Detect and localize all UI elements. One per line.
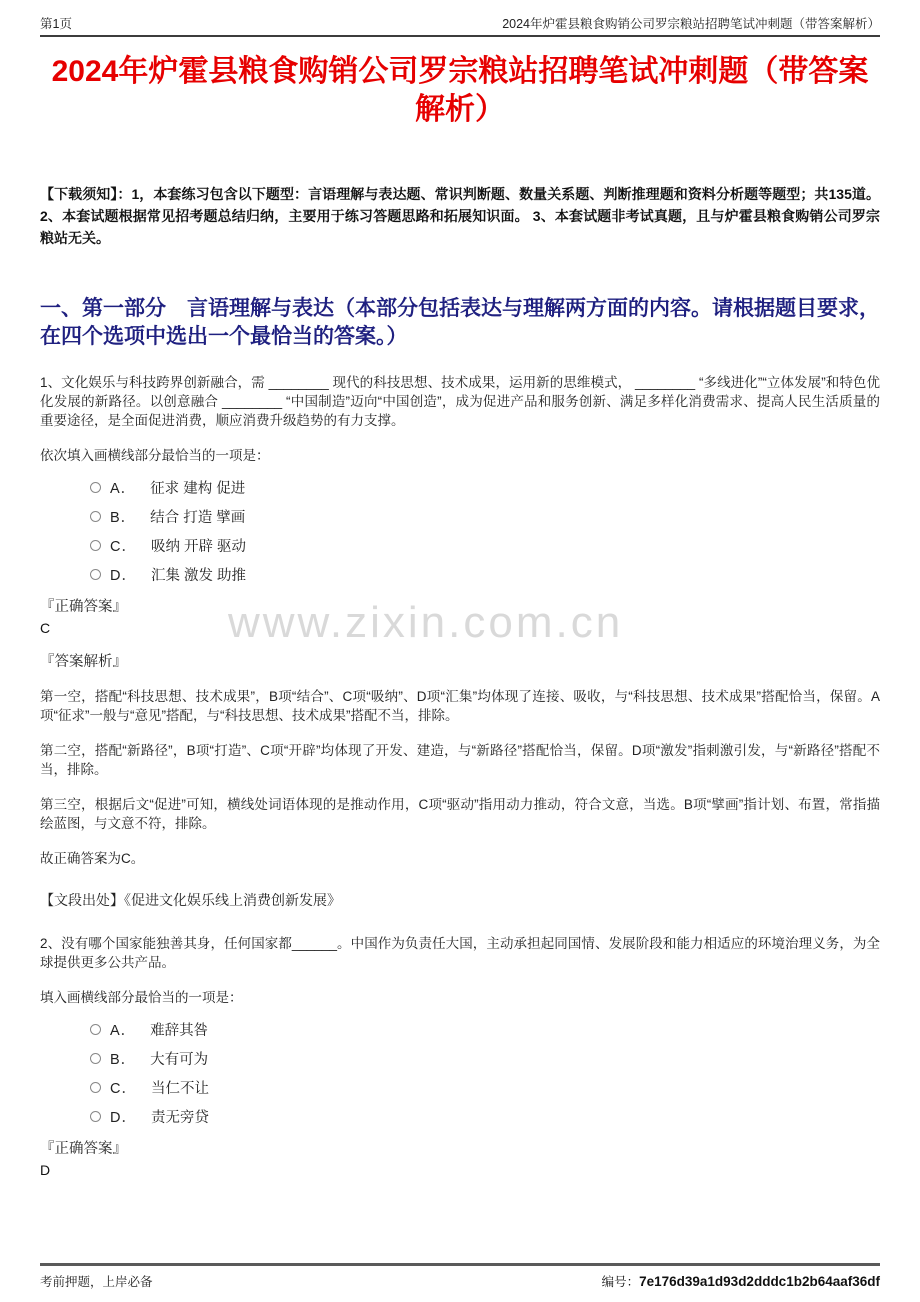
correct-answer-value: D <box>40 1162 51 1178</box>
option-row-b[interactable] <box>90 1050 880 1067</box>
option-letter: A． <box>110 1023 137 1039</box>
option-letter: D． <box>110 568 137 584</box>
option-text: 当仁不让 <box>150 1081 209 1097</box>
option-text: 大有可为 <box>150 1052 209 1068</box>
option-row-a[interactable] <box>90 479 880 496</box>
radio-button[interactable] <box>90 1111 101 1122</box>
options-list <box>40 479 880 583</box>
radio-button[interactable] <box>90 1053 101 1064</box>
option-letter: D． <box>110 1110 137 1126</box>
footer-serial <box>602 1272 880 1290</box>
option-text: 结合 打造 擘画 <box>150 510 246 526</box>
download-notice: 【下载须知】：1，本套练习包含以下题型：言语理解与表达题、常识判断题、数量关系题、判断推理题和资料分析题等题型；共135道。 2、本套试题根据常见招考题总结归纳，主要用于练习答题思路和拓展知识面。 3、本套试题非考试真题，且与炉霍县粮食购销公司罗宗粮站无关。 <box>40 186 880 246</box>
question-prompt: 依次填入画横线部分最恰当的一项是： <box>40 448 270 463</box>
option-letter: A． <box>110 481 137 497</box>
analysis-paragraph: 第二空，搭配“新路径”，B项“打造”、C项“开辟”均体现了开发、建造，与“新路径”搭配恰当，保留。D项“激发”指刺激引发，与“新路径”搭配不当，排除。 <box>40 743 880 777</box>
page-number: 第1页 <box>40 17 72 31</box>
analysis-label: 『答案解析』 <box>40 654 127 670</box>
option-row-d[interactable] <box>90 566 880 583</box>
option-row-a[interactable] <box>90 1021 880 1038</box>
question-prompt: 填入画横线部分最恰当的一项是： <box>40 990 243 1005</box>
correct-answer-value: C <box>40 620 51 636</box>
watermark: www.zixin.com.cn <box>228 598 624 647</box>
page-footer <box>40 1263 880 1290</box>
doc-title: 2024年炉霍县粮食购销公司罗宗粮站招聘笔试冲刺题（带答案解析） <box>51 55 869 126</box>
options-list <box>40 1021 880 1125</box>
footer-serial-label: 编号： <box>601 1275 640 1289</box>
radio-button[interactable] <box>90 1082 101 1093</box>
analysis-paragraph: 第一空，搭配“科技思想、技术成果”，B项“结合”、C项“吸纳”、D项“汇集”均体现了连接、吸收，与“科技思想、技术成果”搭配恰当，保留。A项“征求”一般与“意见”搭配，与“科技思想、技术成果”搭配不当，排除。 <box>40 689 880 723</box>
question-stem: 2、没有哪个国家能独善其身，任何国家都______。中国作为负责任大国，主动承担起同国情、发展阶段和能力相适应的环境治理义务，为全球提供更多公共产品。 <box>40 936 880 970</box>
option-row-d[interactable] <box>90 1108 880 1125</box>
source-line: 【文段出处】《促进文化娱乐线上消费创新发展》 <box>40 892 341 908</box>
header-doc-title: 2024年炉霍县粮食购销公司罗宗粮站招聘笔试冲刺题（带答案解析） <box>502 17 880 31</box>
option-text: 责无旁贷 <box>150 1110 209 1126</box>
footer-serial-value: 7e176d39a1d93d2dddc1b2b64aaf36df <box>639 1274 880 1289</box>
radio-button[interactable] <box>90 540 101 551</box>
option-row-c[interactable] <box>90 1079 880 1096</box>
option-text: 汇集 激发 助推 <box>150 568 247 584</box>
option-text: 难辞其咎 <box>150 1023 209 1039</box>
option-letter: B． <box>110 1052 137 1068</box>
question-block-2 <box>40 934 880 1178</box>
correct-answer-label: 『正确答案』 <box>40 1141 127 1157</box>
question-stem: 1、文化娱乐与科技跨界创新融合，需 ________ 现代的科技思想、技术成果，运用新的思维模式， ________ “多线进化”“立体发展”和特色优化发展的新路径。以创意融合 ________ “中国制造”迈向“中国创造”，成为促进产品和服务创新、满足多样化消费需求、提高人民生活质量的重要途径，是全面促进消费，顺应消费升级趋势的有力支撑。 <box>40 375 880 428</box>
footer-slogan: 考前押题，上岸必备 <box>40 1275 153 1289</box>
analysis-paragraph: 第三空，根据后文“促进”可知，横线处词语体现的是推动作用，C项“驱动”指用动力推动，符合文意，当选。B项“擘画”指计划、布置，常指描绘蓝图，与文意不符，排除。 <box>40 797 880 831</box>
option-letter: B． <box>110 510 137 526</box>
analysis-conclusion: 故正确答案为C。 <box>40 851 145 866</box>
radio-button[interactable] <box>90 569 101 580</box>
option-row-c[interactable] <box>90 537 880 554</box>
radio-button[interactable] <box>90 511 101 522</box>
radio-button[interactable] <box>90 1024 101 1035</box>
question-block-1 <box>40 373 880 910</box>
option-letter: C． <box>110 539 137 555</box>
option-row-b[interactable] <box>90 508 880 525</box>
section-heading: 一、第一部分 言语理解与表达（本部分包括表达与理解两方面的内容。请根据题目要求，在四个选项中选出一个最恰当的答案。） <box>40 297 880 348</box>
correct-answer-label: 『正确答案』 <box>40 599 127 615</box>
radio-button[interactable] <box>90 482 101 493</box>
option-text: 征求 建构 促进 <box>150 481 246 497</box>
option-text: 吸纳 开辟 驱动 <box>150 539 247 555</box>
option-letter: C． <box>110 1081 137 1097</box>
page-header <box>40 14 880 37</box>
